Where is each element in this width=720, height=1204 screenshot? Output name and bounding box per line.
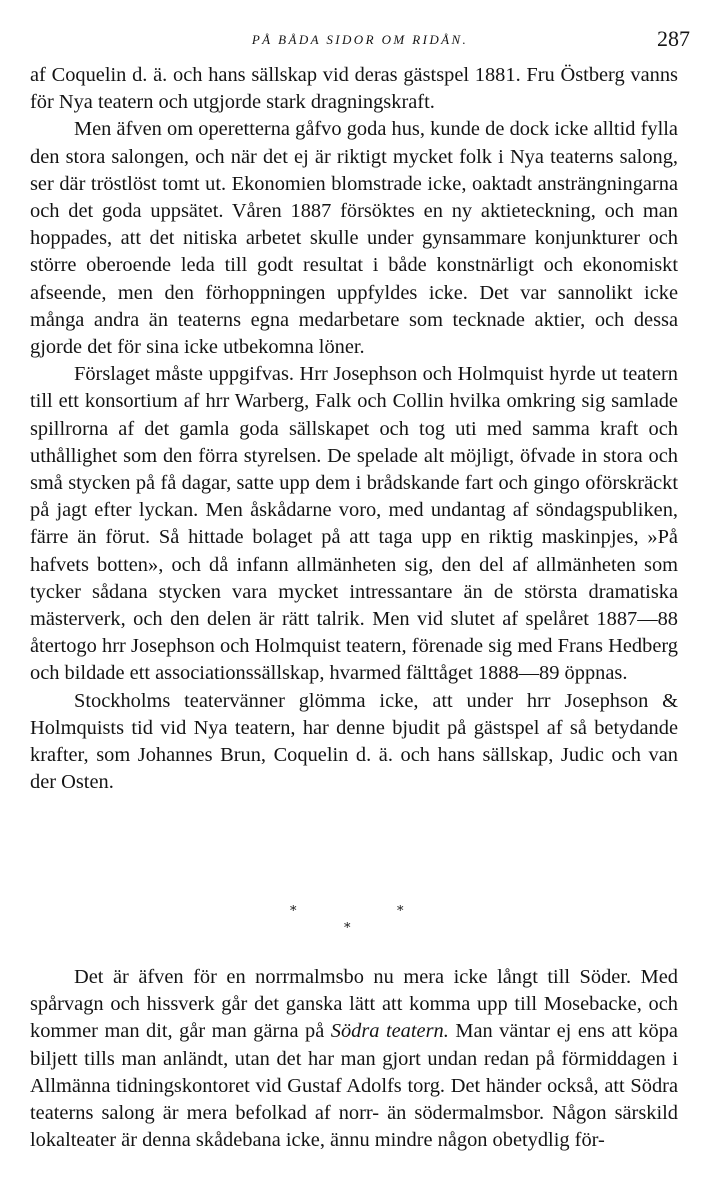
body-text-bottom bbox=[30, 964, 678, 1154]
paragraph-proposal: Förslaget måste uppgifvas. Hrr Josephson och Holmquist hyrde ut teatern till ett konsortium af hrr Warberg, Falk och Collin hvilka omkring sig samlade spillrorna af det gamla goda sällskapet och tog uti med samma kraft och uthållighet som den förra styrelsen. De spelade alt möjligt, öfvade in stora och små stycken på få dagar, satte upp dem i brådskande fart och gingo oförskräckt på jagt efter lyckan. Men åskådarne voro, med undantag af söndagspubliken, färre än förut. Så hittade bolaget på att taga upp en riktig maskinpjes, »På hafvets botten», och då infann allmänheten sig, den del af allmänheten som tycker sådana stycken vara mycket intressantare än de största dramatiska mästerverk, och den delen är rätt talrik. Men vid slutet af spelåret 1887—88 återtogo hrr Josephson och Holmquist teatern, förenade sig med Frans Hedberg och bildade ett associationssällskap, hvarmed fälttåget 1888—89 öppnas. bbox=[30, 363, 678, 685]
page-number: 287 bbox=[657, 26, 690, 51]
paragraph-text-start: Det är äfven för en norrmalmsbo nu mera icke långt till Söder. Med spårvagn och hissverk går det ganska lätt att komma upp till Mosebacke, och kommer man dit, går man gärna på bbox=[30, 966, 678, 1043]
running-title: PÅ BÅDA SIDOR OM RIDÅN. bbox=[251, 32, 469, 47]
asterisk-bottom: * bbox=[344, 921, 351, 936]
body-text-top bbox=[30, 62, 678, 796]
paragraph-text-end: Man väntar ej ens att köpa biljett tills man anländt, utan det har man gjort undan redan på förmiddagen i Allmänna tidningskontoret vid Gustaf Adolfs torg. Det händer också, att Södra teaterns salong är mera befolkad af norr- än södermalmsbor. Någon särskild lokalteater är denna skådebana icke, ännu mindre någon obetydlig för- bbox=[30, 1020, 678, 1152]
theatre-name-italic: Södra teatern. bbox=[330, 1020, 449, 1043]
asterisk-left: * bbox=[290, 904, 297, 919]
page-header bbox=[30, 26, 690, 56]
asterisk-right: * bbox=[397, 904, 404, 919]
paragraph-continued: af Coquelin d. ä. och hans sällskap vid deras gästspel 1881. Fru Östberg vanns för Nya teatern och utgjorde stark dragningskraft. bbox=[30, 64, 678, 114]
paragraph-sodra-teatern bbox=[30, 964, 678, 1154]
section-asterism bbox=[0, 904, 720, 944]
paragraph-operettas: Men äfven om operetterna gåfvo goda hus, kunde de dock icke alltid fylla den stora salongen, och när det ej är riktigt mycket folk i Nya teaterns salong, ser där tröstlöst tomt ut. Ekonomien blomstrade icke, oaktadt ansträngningarna och det goda uppsätet. Våren 1887 försöktes en ny aktieteckning, och man hoppades, att det nitiska arbetet skulle under gynsammare konjunkturer och större oberoende leda till godt resultat i både konstnärligt och ekonomiskt afseende, men den förhoppningen uppfyldes icke. Det var sannolikt icke många andra än teaterns egna medarbetare som tecknade aktier, och dessa gjorde det för sina icke utbekomna löner. bbox=[30, 118, 678, 359]
paragraph-guest-performances: Stockholms teatervänner glömma icke, att under hrr Josephson & Holmquists tid vid Nya teatern, har denne bjudit på gästspel af så betydande krafter, som Johannes Brun, Coquelin d. ä. och hans sällskap, Judic och van der Osten. bbox=[30, 689, 678, 794]
